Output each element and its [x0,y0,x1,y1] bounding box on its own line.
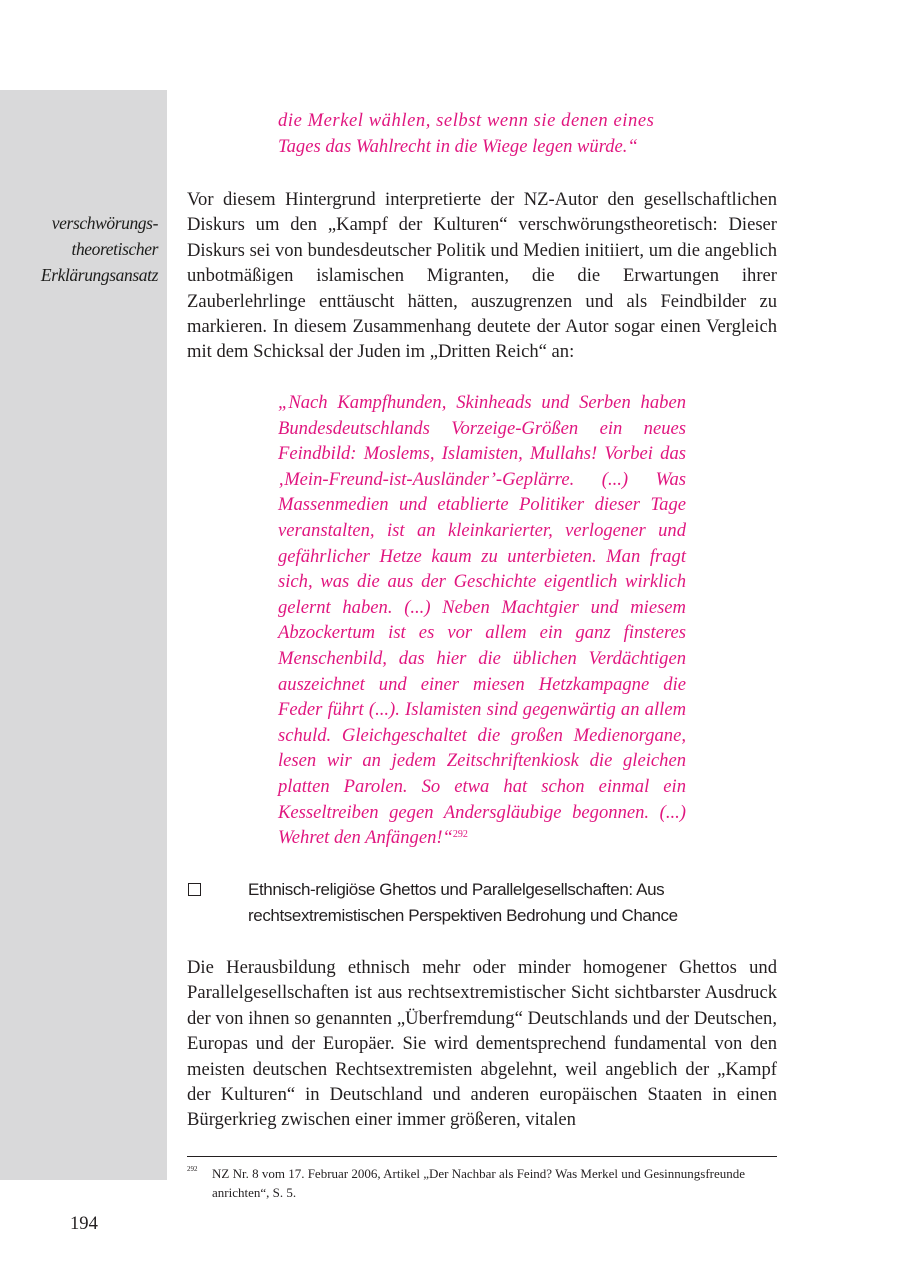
section-heading-text: Ethnisch-religiöse Ghettos und Parallelgesellschaften: Aus rechtsextremistischen Perspektiven Bedrohung und Chance [248,880,678,925]
margin-note-line: verschwörungs- [51,213,158,233]
footnote-text: NZ Nr. 8 vom 17. Februar 2006, Artikel „Der Nachbar als Feind? Was Merkel und Gesinnungsfreunde anrichten“, S. 5. [212,1166,746,1200]
margin-note [6,210,158,288]
footnote [187,1164,777,1202]
margin-note-line: theoretischer [71,239,158,259]
block-quote [278,390,686,851]
footnote-number: 292 [187,1165,198,1173]
footnote-divider [187,1156,777,1157]
footnote-reference[interactable]: 292 [452,829,468,841]
body-paragraph: Die Herausbildung ethnisch mehr oder minder homogener Ghettos und Parallelgesellschaften ist aus rechtsextremistischer Sicht sichtbarster Ausdruck der von ihnen so genannten „Überfremdung“ Deutschlands und der Deutschen, Europas und der Europäer. Sie wird dementsprechend fundamental von den meisten deutschen Rechtsextremisten abgelehnt, weil angeblich der „Kampf der Kulturen“ in Deutschland und anderen europäischen Staaten in einen Bürgerkrieg zwischen einer immer größeren, vitalen [187,957,777,1131]
quote-continuation [278,108,686,159]
quote-line: die Merkel wählen, selbst wenn sie denen eines [278,110,655,131]
quote-line: Tages das Wahlrecht in die Wiege legen würde.“ [278,135,638,157]
margin-note-line: Erklärungsansatz [40,265,158,285]
empty-square-bullet-icon [188,883,201,896]
quote-text: „Nach Kampfhunden, Skinheads und Serben haben Bundesdeutschlands Vorzeige-Größen ein neues Feindbild: Moslems, Islamisten, Mullahs! Vorbei das ‚Mein-Freund-ist-Ausländer’-Geplärre. (...) Was Massenmedien und etablierte Politiker dieser Tage veranstalten, ist an kleinkarierter, verlogener und gefährlicher Hetze kaum zu unterbieten. Man fragt sich, was die aus der Geschichte eigentlich wirklich gelernt haben. (...) Neben Machtgier und miesem Abzockertum ist es vor allem ein ganz finsteres Menschenbild, das hier die üblichen Verdächtigen auszeichnet und einer miesen Hetzkampagne die Feder führt (...). Islamisten sind gegenwärtig an allem schuld. Gleichgeschaltet die großen Medienorgane, lesen wir an jedem Zeitschriftenkiosk die gleichen platten Parolen. So etwa hat schon einmal ein Kesseltreiben gegen Andersgläubige begonnen. (...) Wehret den Anfängen!“ [278,392,686,849]
body-paragraph: Vor diesem Hintergrund interpretierte der NZ-Autor den gesellschaftlichen Diskurs um den „Kampf der Kulturen“ verschwörungstheoretisch: Dieser Diskurs sei von bundesdeutscher Politik und Medien initiiert, um die angeblich unbotmäßigen islamischen Migranten, die die Erwartungen ihrer Zauberlehrlinge enttäuscht hätten, auszugrenzen und als Feindbilder zu markieren. In diesem Zusammenhang deutete der Autor sogar einen Vergleich mit dem Schicksal der Juden im „Dritten Reich“ an: [187,189,777,363]
page-number: 194 [70,1213,98,1234]
